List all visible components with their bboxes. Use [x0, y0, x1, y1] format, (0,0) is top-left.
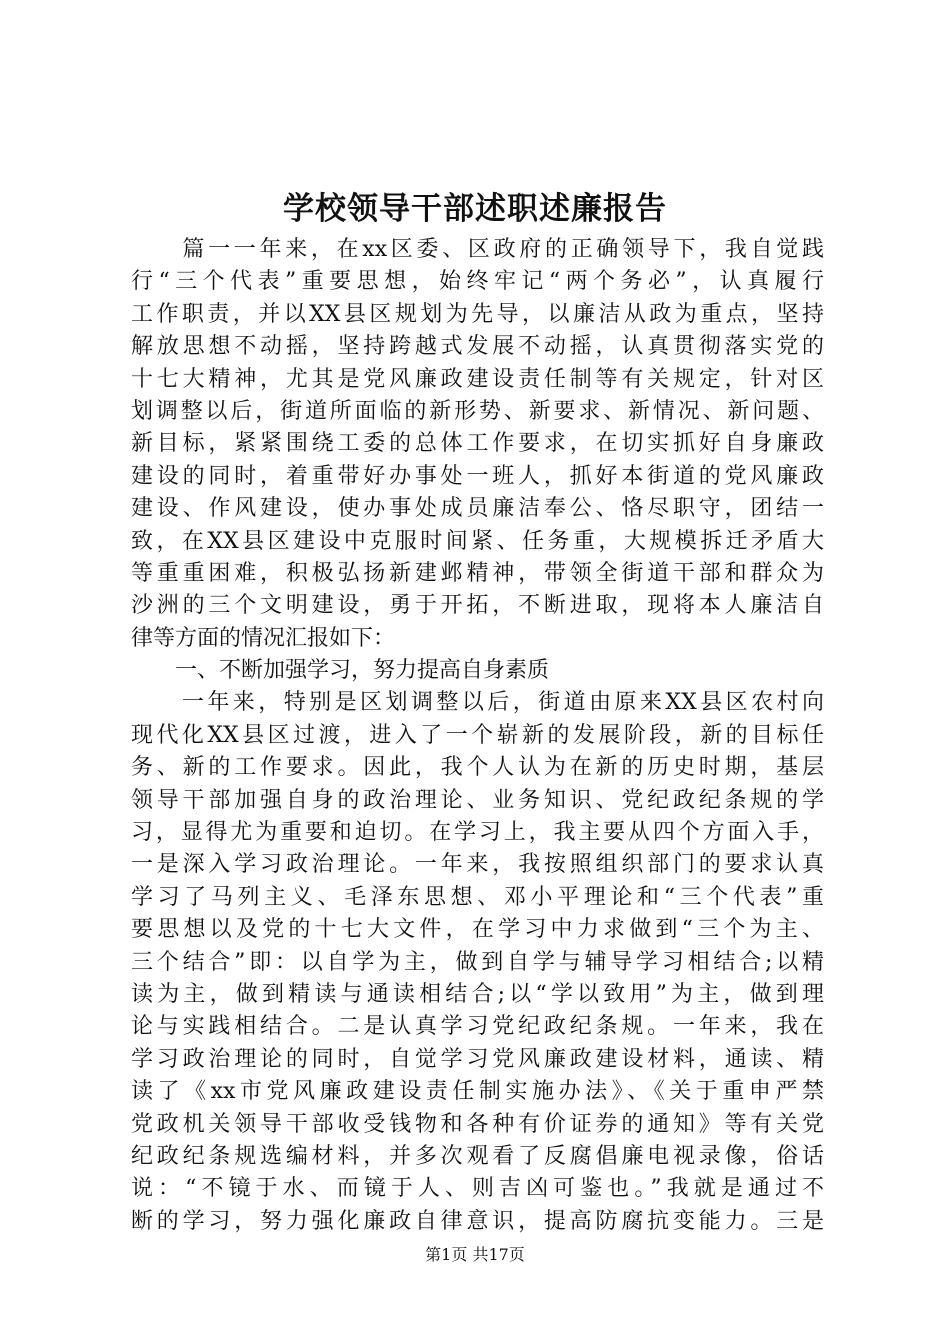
- body-line: 律等方面的情况汇报如下：: [131, 625, 396, 651]
- body-line: 一是深入学习政治理论。一年来，我按照组织部门的要求认真: [131, 852, 824, 878]
- body-line: 说：“不镜于水、而镜于人、则吉凶可鉴也。”我就是通过不: [131, 1176, 824, 1202]
- body-line: 读了《xx市党风廉政建设责任制实施办法》、《关于重申严禁: [131, 1079, 824, 1105]
- body-line: 习，显得尤为重要和迫切。在学习上，我主要从四个方面入手，: [131, 820, 824, 846]
- body-line: 三个结合”即：以自学为主，做到自学与辅导学习相结合;以精: [131, 949, 824, 975]
- body-line: 等重重困难，积极弘扬新建邺精神，带领全街道干部和群众为: [131, 560, 824, 586]
- body-line: 十七大精神，尤其是党风廉政建设责任制等有关规定，针对区: [131, 366, 824, 392]
- body-line: 划调整以后，街道所面临的新形势、新要求、新情况、新问题、: [131, 398, 824, 424]
- body-line: 纪政纪条规选编材料，并多次观看了反腐倡廉电视录像，俗话: [131, 1143, 824, 1169]
- body-line: 一年来，特别是区划调整以后，街道由原来XX县区农村向: [131, 690, 824, 716]
- body-line: 现代化XX县区过渡，进入了一个崭新的发展阶段，新的目标任: [131, 722, 824, 748]
- body-line: 新目标，紧紧围绕工委的总体工作要求，在切实抓好自身廉政: [131, 431, 824, 457]
- body-line: 建设、作风建设，使办事处成员廉洁奉公、恪尽职守，团结一: [131, 496, 824, 522]
- body-line: 党政机关领导干部收受钱物和各种有价证券的通知》等有关党: [131, 1111, 824, 1137]
- page-number-footer: 第1页 共17页: [425, 1245, 525, 1264]
- document-body: [131, 234, 824, 1238]
- body-line: 解放思想不动摇，坚持跨越式发展不动摇，认真贯彻落实党的: [131, 334, 824, 360]
- body-line: 务、新的工作要求。因此，我个人认为在新的历史时期，基层: [131, 755, 824, 781]
- body-line: 致，在XX县区建设中克服时间紧、任务重，大规模拆迁矛盾大: [131, 528, 824, 554]
- body-line: 领导干部加强自身的政治理论、业务知识、党纪政纪条规的学: [131, 787, 824, 813]
- document-title: 学校领导干部述职述廉报告: [283, 191, 667, 227]
- body-line: 篇一一年来，在xx区委、区政府的正确领导下，我自觉践: [131, 237, 824, 262]
- body-line: 论与实践相结合。二是认真学习党纪政纪条规。一年来，我在: [131, 1014, 824, 1040]
- body-line: 工作职责，并以XX县区规划为先导，以廉洁从政为重点，坚持: [131, 301, 824, 327]
- body-line: 断的学习，努力强化廉政自律意识，提高防腐抗变能力。三是: [131, 1208, 824, 1234]
- body-line: 要思想以及党的十七大文件，在学习中力求做到“三个为主、: [131, 917, 824, 943]
- body-line: 沙洲的三个文明建设，勇于开拓，不断进取，现将本人廉洁自: [131, 593, 824, 619]
- body-line: 建设的同时，着重带好办事处一班人，抓好本街道的党风廉政: [131, 463, 824, 489]
- section-heading: 一、不断加强学习，努力提高自身素质: [131, 658, 550, 684]
- body-line: 学习了马列主义、毛泽东思想、邓小平理论和“三个代表”重: [131, 884, 824, 910]
- body-line: 学习政治理论的同时，自觉学习党风廉政建设材料，通读、精: [131, 1046, 824, 1072]
- body-line: 读为主，做到精读与通读相结合;以“学以致用”为主，做到理: [131, 981, 824, 1007]
- body-line: 行“三个代表”重要思想，始终牢记“两个务必”，认真履行: [131, 269, 824, 295]
